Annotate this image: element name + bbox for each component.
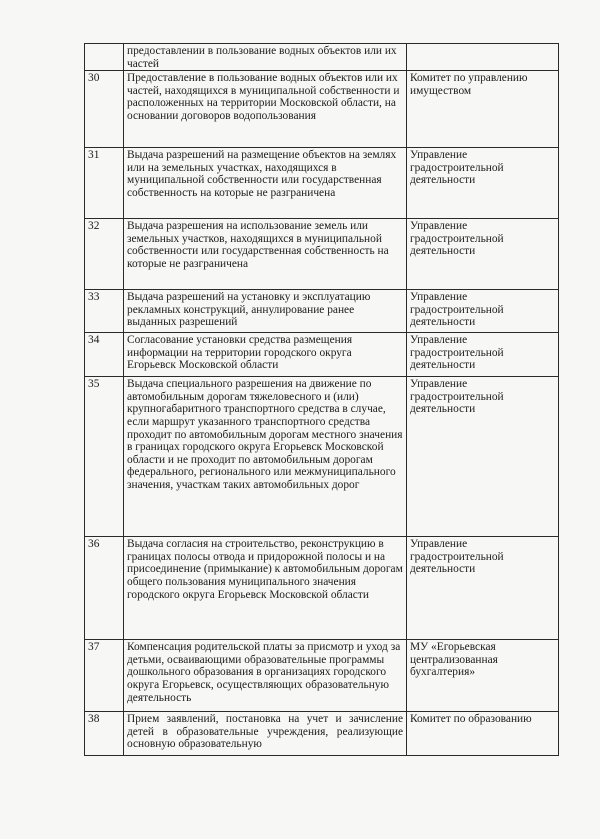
table-row	[85, 333, 559, 377]
service-name: Согласование установки средства размещения информации на территории городского округа Егорьевск Московской области	[124, 333, 407, 377]
row-number: 37	[85, 640, 124, 712]
service-name: Выдача разрешений на установку и эксплуатацию рекламных конструкций, аннулирование ранее выданных разрешений	[124, 290, 407, 333]
responsible-department: Управление градостроительной деятельности	[407, 333, 559, 377]
row-number: 34	[85, 333, 124, 377]
service-name: Выдача специального разрешения на движение по автомобильным дорогам тяжеловесного и (или) крупногабаритного транспортного средства в случае, если маршрут указанного транспортного средства проходит по автомобильным дорогам местного значения в границах городского округа Егорьевск Московской области и не проходит по автомобильным дорогам федерального, регионального или межмуниципального значения, участкам таких автомобильных дорог	[124, 377, 407, 537]
table-row	[85, 44, 559, 71]
row-number	[85, 44, 124, 71]
service-name: Выдача разрешения на использование земель или земельных участков, находящихся в муниципальной собственности или государственная собственность на которые не разграничена	[124, 219, 407, 290]
service-name: Выдача согласия на строительство, реконструкцию в границах полосы отвода и придорожной полосы и на присоединение (примыкание) к автомобильным дорогам общего пользования муниципального значения городского округа Егорьевск Московской области	[124, 537, 407, 640]
responsible-department: МУ «Егорьевская централизованная бухгалтерия»	[407, 640, 559, 712]
table-row	[85, 537, 559, 640]
table-row	[85, 148, 559, 219]
table-row	[85, 712, 559, 756]
responsible-department: Комитет по образованию	[407, 712, 559, 756]
services-table	[84, 43, 559, 756]
service-name: предоставлении в пользование водных объектов или их частей	[124, 44, 407, 71]
responsible-department: Управление градостроительной деятельности	[407, 219, 559, 290]
row-number: 36	[85, 537, 124, 640]
row-number: 33	[85, 290, 124, 333]
responsible-department: Управление градостроительной деятельности	[407, 148, 559, 219]
responsible-department: Управление градостроительной деятельности	[407, 290, 559, 333]
service-name: Выдача разрешений на размещение объектов на землях или на земельных участках, находящихся в муниципальной собственности или государственная собственность на которые не разграничена	[124, 148, 407, 219]
responsible-department	[407, 44, 559, 71]
service-name: Прием заявлений, постановка на учет и зачисление детей в образовательные учреждения, реализующие основную образовательную	[124, 712, 407, 756]
table-row	[85, 290, 559, 333]
responsible-department: Комитет по управлению имуществом	[407, 71, 559, 148]
responsible-department: Управление градостроительной деятельности	[407, 537, 559, 640]
service-name: Компенсация родительской платы за присмотр и уход за детьми, осваивающими образовательные программы дошкольного образования в организациях городского округа Егорьевск, осуществляющих образовательную деятельность	[124, 640, 407, 712]
row-number: 38	[85, 712, 124, 756]
row-number: 30	[85, 71, 124, 148]
table-row	[85, 71, 559, 148]
table-row	[85, 640, 559, 712]
service-name: Предоставление в пользование водных объектов или их частей, находящихся в муниципальной собственности и расположенных на территории Московской области, на основании договоров водопользования	[124, 71, 407, 148]
row-number: 35	[85, 377, 124, 537]
table-row	[85, 219, 559, 290]
row-number: 31	[85, 148, 124, 219]
table-row	[85, 377, 559, 537]
row-number: 32	[85, 219, 124, 290]
responsible-department: Управление градостроительной деятельности	[407, 377, 559, 537]
